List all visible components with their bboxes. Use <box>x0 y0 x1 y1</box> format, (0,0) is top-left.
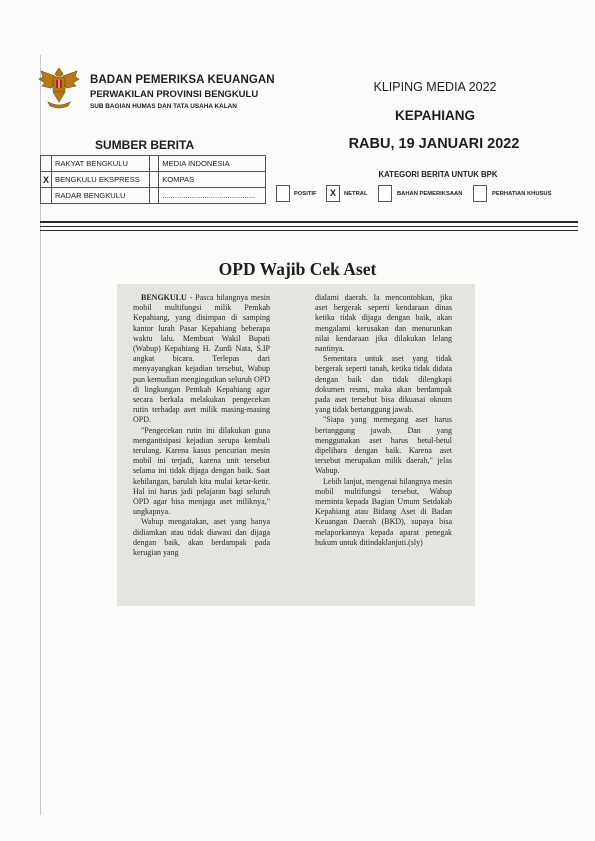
article-paragraph: "Pengecekan rutin ini dilakukan guna mengantisipasi kejadian serupa kembali terulang. Karena kasus pencurian mesin mobil ini terjadi, karena unit tersebut selama ini tidak dijaga dengan baik. Saat kehilangan, barulah kita mulai ketar-ketir. Hal ini harus jadi pelajaran bagi seluruh OPD agar bisa menjaga aset miliknya," ungkapnya. <box>133 425 270 517</box>
article-paragraph-text: - Pasca hilangnya mesin mobil multifungsi milik Pemkab Kepahiang, yang disimpan di samping kantor lurah Pasar Kepahiang beberapa waktu lalu. Membuat Wakil Bupati (Wabup) Kepahiang H. Zurdi Nata, S.IP angkat bicara. Terlepas dari menyayangkan kejadian tersebut, Wabup pun kemudian mengingatkan seluruh OPD di lingkungan Pemkab Kepahiang agar secara berkala melakukan pengecekan rutin terhadap aset milik masing-masing OPD. <box>133 293 270 425</box>
source-section-title: SUMBER BERITA <box>95 138 195 152</box>
source-name: RAKYAT BENGKULU <box>52 156 150 172</box>
source-name: RADAR BENGKULU <box>52 188 150 204</box>
bahan-pemeriksaan-checkbox <box>378 185 392 202</box>
source-mark <box>150 188 159 204</box>
article-paragraph: Sementara untuk aset yang tidak bergerak seperti tanah, ketika tidak didata dengan baik dan tidak dilengkapi dokumen resmi, maka akan berdampak pada aset tersebut bisa dikuasai oknum yang tidak bertanggung jawab. <box>315 354 452 415</box>
bahan-pemeriksaan-label: BAHAN PEMERIKSAAN <box>397 191 463 197</box>
category-title: KATEGORI BERITA UNTUK BPK <box>378 170 498 179</box>
region-name: KEPAHIANG <box>394 108 475 123</box>
source-mark <box>41 188 52 204</box>
positif-checkbox <box>276 185 290 202</box>
perhatian-khusus-checkbox <box>473 185 487 202</box>
source-mark <box>41 156 52 172</box>
kliping-title: KLIPING MEDIA 2022 <box>373 80 497 94</box>
source-row <box>41 172 266 188</box>
source-name: KOMPAS <box>159 172 266 188</box>
article-title: OPD Wajib Cek Aset <box>218 259 377 279</box>
org-division: SUB BAGIAN HUMAS DAN TATA USAHA KALAN <box>90 103 237 110</box>
perhatian-khusus-label: PERHATIAN KHUSUS <box>492 191 552 197</box>
article-paragraph: Lebih lanjut, mengenai hilangnya mesin mobil multifungsi tersebut, Wabup meminta kepada Bagian Umum Setdakab Kepahiang atau Bidang Aset di Badan Keuangan Daerah (BKD), supaya bisa melaporkannya kepada aparat penegak hukum untuk ditindaklanjuti.(sly) <box>315 476 452 547</box>
article-paragraph <box>133 293 270 426</box>
article-paragraph: Wabup mengatakan, aset yang hanya didiamkan atau tidak diawasi dan dijaga dengan baik, akan berdampak pada kerugian yang <box>133 517 270 558</box>
source-name: MEDIA INDONESIA <box>159 156 266 172</box>
source-mark <box>150 156 159 172</box>
positif-label: POSITIF <box>294 191 317 197</box>
source-row <box>41 188 266 204</box>
header-divider-middle <box>40 226 578 227</box>
netral-label: NETRAL <box>344 191 368 197</box>
netral-checkbox: X <box>326 185 340 202</box>
article-paragraph: dialami daerah. Ia mencontohkan, jika aset bergerak seperti kendaraan dinas ketika tidak dijaga dengan baik, akan mengalami kerusakan dan menurunkan nilai kendaraan jika dilakukan lelang nantinya. <box>315 293 452 354</box>
org-name: BADAN PEMERIKSA KEUANGAN <box>90 74 275 86</box>
header-divider-top <box>40 221 578 223</box>
source-table <box>40 155 266 204</box>
bpk-emblem-logo <box>36 62 82 112</box>
source-name: BENGKULU EKSPRESS <box>52 172 150 188</box>
org-branch: PERWAKILAN PROVINSI BENGKULU <box>90 89 259 100</box>
source-name: ............................................ <box>159 188 266 204</box>
source-mark <box>150 172 159 188</box>
article-column-left <box>133 293 270 558</box>
source-row <box>41 156 266 172</box>
header-divider-bottom <box>40 230 578 231</box>
source-mark: X <box>41 172 52 188</box>
article-column-right <box>315 293 452 548</box>
publication-date: RABU, 19 JANUARI 2022 <box>348 136 520 152</box>
article-paragraph: "Siapa yang memegang aset harus bertanggung jawab. Dan yang menggunakan aset harus betul-betul dipelihara dengan baik. Karena aset tersebut merupakan milik daerah," jelas Wabup. <box>315 415 452 476</box>
article-dateline: BENGKULU <box>141 293 187 302</box>
